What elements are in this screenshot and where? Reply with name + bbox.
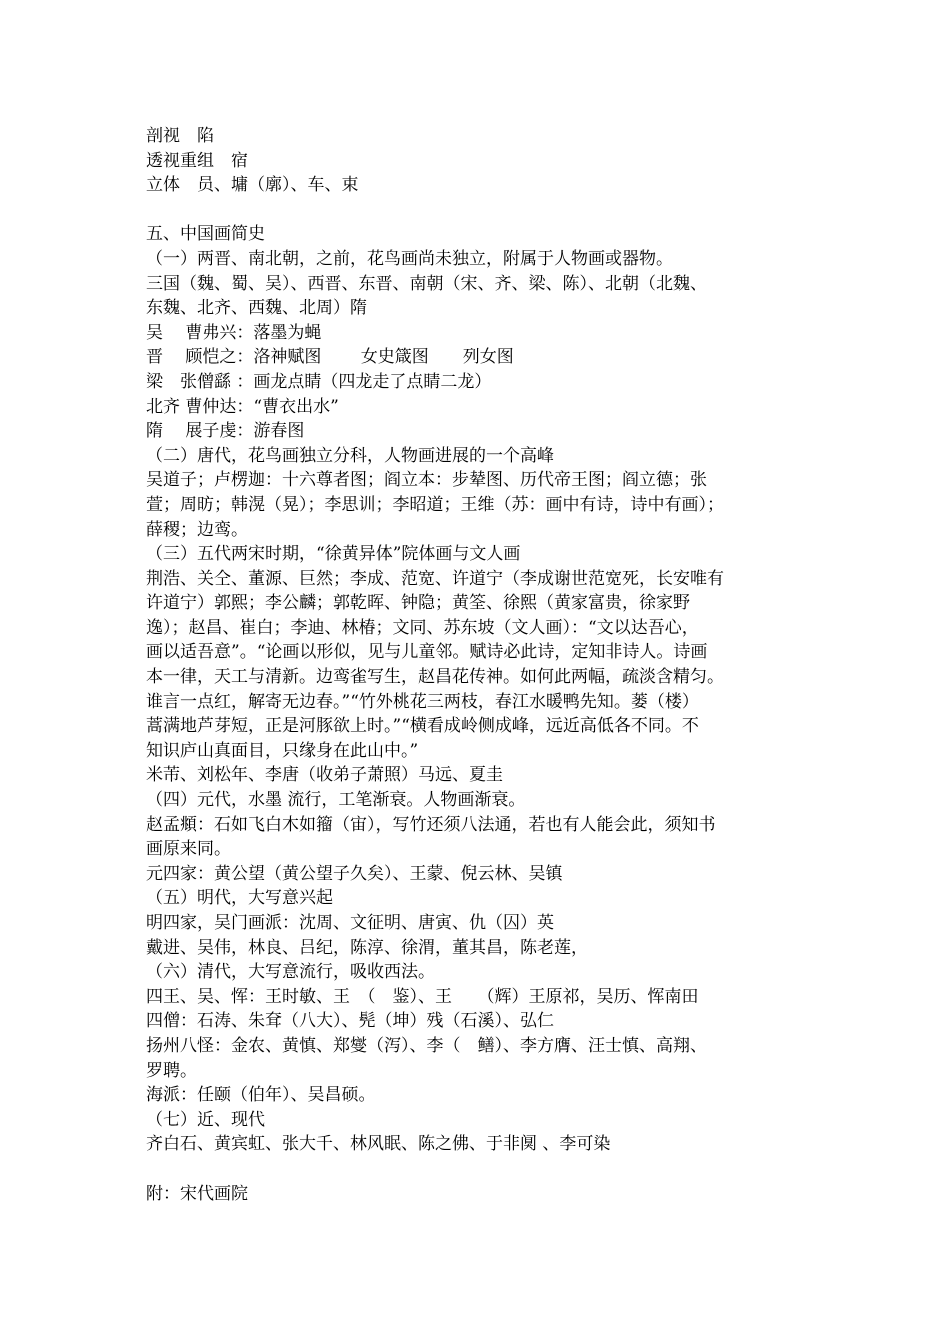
- text-line: 明四家，吴门画派：沈周、文征明、唐寅、仇（囚）英: [146, 913, 554, 933]
- appendix-heading: 附：宋代画院: [146, 1183, 248, 1204]
- text-line: 蒿满地芦芽短，正是河豚欲上时。”“横看成岭侧成峰，远近高低各不同。不: [146, 716, 699, 737]
- text-line: 晋 顾恺之：洛神赋图 女史箴图 列女图: [146, 347, 514, 368]
- subsection-heading: （五）明代，大写意兴起: [146, 888, 333, 909]
- text-line: 海派：任颐（伯年）、吴昌硕。: [146, 1085, 376, 1106]
- text-line: 画原来同。: [146, 839, 231, 860]
- subsection-heading: （七）近、现代: [146, 1109, 265, 1130]
- text-line: 四僧：石涛、朱耷（八大）、髡（坤）残（石溪）、弘仁: [146, 1011, 554, 1032]
- text-line: 赵孟頫：石如飞白木如籀（宙），写竹还须八法通，若也有人能会此，须知书: [146, 814, 716, 835]
- blank-line: [146, 1157, 808, 1182]
- text-line: 立体 员、墉（廓）、车、束: [146, 175, 359, 196]
- subsection-heading: （二）唐代，花鸟画独立分科，人物画进展的一个高峰: [146, 445, 554, 466]
- text-line: 薛稷；边鸾。: [146, 519, 248, 540]
- text-line: 吴道子；卢楞迦：十六尊者图；阎立本：步辇图、历代帝王图；阎立德；张: [146, 470, 707, 491]
- text-line: 透视重组 宿: [146, 150, 248, 171]
- text-line: 东魏、北齐、西魏、北周）隋: [146, 298, 367, 319]
- text-line: 画以适吾意”。“论画以形似，见与儿童邻。赋诗必此诗，定知非诗人。诗画: [146, 642, 708, 663]
- text-line: 米芾、刘松年、李唐（收弟子萧照）马远、夏圭: [146, 765, 503, 786]
- text-line: 齐白石、黄宾虹、张大千、林风眠、陈之佛、于非阒 、李可染: [146, 1134, 611, 1155]
- text-line: 戴进、吴伟，林良、吕纪，陈淳、徐渭，董其昌，陈老莲，: [146, 937, 588, 958]
- text-line: 扬州八怪：金农、黄慎、郑燮（泻）、李（ 鳝）、李方膺、汪士慎、高翔、: [146, 1035, 707, 1056]
- blank-line: [146, 198, 808, 223]
- text-line: 罗聘。: [146, 1060, 197, 1081]
- text-line: 荆浩、关仝、董源、巨然；李成、范宽、许道宁（李成谢世范宽死，长安唯有: [146, 568, 724, 589]
- text-line: 许道宁）郭熙；李公麟；郭乾晖、钟隐；黄筌、徐熙（黄家富贵，徐家野: [146, 593, 690, 614]
- text-line: 吴 曹弗兴：落墨为蝇: [146, 322, 322, 343]
- text-line: 元四家：黄公望（黄公望子久矣）、王蒙、倪云林、吴镇: [146, 863, 563, 884]
- subsection-heading: （六）清代，大写意流行，吸收西法。: [146, 962, 435, 983]
- text-line: 谁言一点红，解寄无边春。”“竹外桃花三两枝，春江水暖鸭先知。蒌（楼）: [146, 691, 699, 712]
- text-line: 四王、吴、恽：王时敏、王 （ 鉴）、王 （辉）王原祁，吴历、恽南田: [146, 986, 699, 1007]
- text-line: 逸）；赵昌、崔白；李迪、林椿；文同、苏东坡（文人画）：“文以达吾心，: [146, 617, 699, 638]
- text-line: 萱；周昉；韩滉（晃）；李思训；李昭道；王维（苏：画中有诗，诗中有画）；: [146, 494, 724, 515]
- text-line: 隋 展子虔：游春图: [146, 421, 305, 442]
- text-line: 剖视 陷: [146, 126, 214, 146]
- text-line: 本一律，天工与清新。边鸾雀写生，赵昌花传神。如何此两幅，疏淡含精匀。: [146, 667, 724, 688]
- subsection-heading: （一）两晋、南北朝，之前，花鸟画尚未独立，附属于人物画或器物。: [146, 248, 673, 269]
- text-line: 北齐 曹仲达：“曹衣出水”: [146, 396, 339, 417]
- document-page: [146, 124, 808, 1206]
- subsection-heading: （三）五代两宋时期，“徐黄异体”院体画与文人画: [146, 544, 521, 565]
- section-heading: 五、中国画简史: [146, 224, 265, 245]
- subsection-heading: （四）元代，水墨 流行，工笔渐衰。人物画渐衰。: [146, 790, 526, 811]
- text-line: 梁 张僧繇 ：画龙点睛（四龙走了点睛二龙）: [146, 371, 492, 392]
- text-line: 知识庐山真面目，只缘身在此山中。”: [146, 740, 419, 761]
- text-line: 三国（魏、蜀、吴）、西晋、东晋、南朝（宋、齐、梁、陈）、北朝（北魏、: [146, 273, 707, 294]
